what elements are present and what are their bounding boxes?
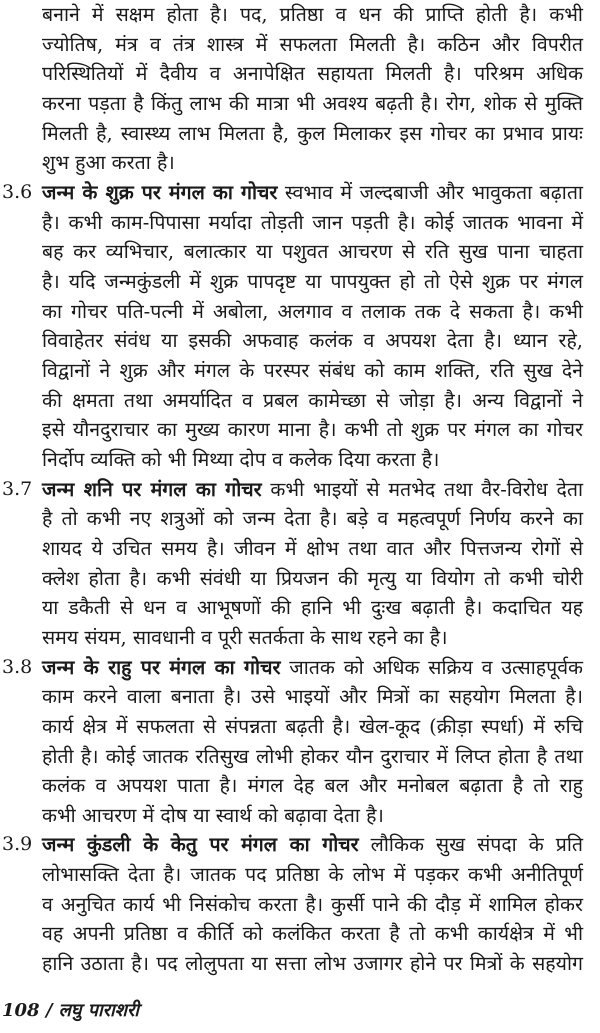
text-line <box>42 445 583 475</box>
text-line <box>42 326 583 356</box>
line-text: बनाने में सक्षम होता है। पद, प्रतिष्ठा व धन की प्राप्ति होती है। कभी <box>42 3 583 26</box>
section-heading: जन्म कुंडली के केतु पर मंगल का गोचर <box>42 833 359 857</box>
text-line <box>42 59 583 89</box>
line-text: बह कर व्यभिचार, बलात्कार या पशुवत आचरण से रति सुख पाना चाहता <box>42 240 583 264</box>
line-text: या डकैती से धन व आभूषणों की हानि भी दुःख बढ़ाती है। कदाचित यह <box>42 596 583 620</box>
text-line <box>42 386 583 416</box>
text-line <box>42 267 583 297</box>
line-text: है। यदि जन्मकुंडली में शुक्र पापदृष्ट या पापयुक्त हो तो ऐसे शुक्र पर मंगल <box>42 269 583 293</box>
section-heading: जन्म शनि पर मंगल का गोचर <box>42 477 262 501</box>
line-text: लोभासक्ति देता है। जातक पद प्रतिष्ठा के लोभ में पड़कर कभी अनीतिपूर्ण <box>42 863 583 887</box>
text-line <box>42 830 583 860</box>
line-text: क्लेश होता है। कभी संवंधी या प्रियजन की मृत्यु या वियोग तो कभी चोरी <box>42 566 583 590</box>
line-text: विद्वानों ने शुक्र और मंगल के परस्पर संबंध को काम शक्ति, रति सुख देने <box>42 358 583 382</box>
line-text: इसे यौनदुराचार का मुख्य कारण माना है। कभी तो शुक्र पर मंगल का गोचर <box>42 418 583 442</box>
text-line <box>42 890 583 920</box>
line-text: कभी भाइयों से मतभेद तथा वैर-विरोध देता <box>270 477 584 501</box>
line-text: कार्य क्षेत्र में सफलता से संपन्नता बढ़ती है। खेल-कूद (क्रीड़ा स्पर्धा) में रुचि <box>42 714 583 738</box>
text-line <box>42 653 583 683</box>
line-text: परिस्थितियों में दैवीय व अनापेक्षित सहायता मिलती है। परिश्रम अधिक <box>42 62 583 86</box>
text-line <box>42 860 583 890</box>
section-number: 3.8 <box>2 655 33 678</box>
text-line <box>42 237 583 267</box>
line-text: कलंक व अपयश पाता है। मंगल देह बल और मनोबल बढ़ाता है तो राहु <box>42 774 583 798</box>
line-text: स्वभाव में जल्दबाजी और भावुकता बढ़ाता <box>284 180 583 204</box>
line-text: होती है। कोई जातक रतिसुख लोभी होकर यौन दुराचार में लिप्त होता है तथा <box>42 744 583 768</box>
text-line <box>42 682 583 712</box>
section-number: 3.9 <box>2 833 33 856</box>
line-text: शुभ हुआ करता है। <box>42 151 175 175</box>
text-line <box>42 0 583 30</box>
text-line <box>42 949 583 979</box>
text-line <box>42 208 583 238</box>
line-text: करना पड़ता है किंतु लाभ की मात्रा भी अवश्य बढ़ती है। रोग, शोक से मुक्ति <box>42 91 583 115</box>
section-heading: जन्म के राहु पर मंगल का गोचर <box>42 655 281 679</box>
line-text: व अनुचित कार्य भी निसंकोच करता है। कुर्सी पाने की दौड़ में शामिल होकर <box>42 892 583 916</box>
text-line <box>42 504 583 534</box>
line-text: निर्दोप व्यक्ति को भी मिथ्या दोप व कलेक दिया करता है। <box>42 447 440 471</box>
text-line <box>42 356 583 386</box>
line-text: लौकिक सुख संपदा के प्रति <box>370 833 583 857</box>
line-text: ज्योतिष, मंत्र व तंत्र शास्त्र में सफलता मिलती है। कठिन और विपरीत <box>42 32 583 56</box>
text-line <box>42 297 583 327</box>
text-line <box>42 712 583 742</box>
line-text: का गोचर पति-पत्नी में अबोला, अलगाव व तलाक तक दे सकता है। कभी <box>42 299 583 323</box>
line-text: विवाहेतर संवंध या इसकी अफवाह कलंक व अपयश देता है। ध्यान रहे, <box>42 329 583 353</box>
text-line <box>42 564 583 594</box>
text-line <box>42 801 583 831</box>
text-line <box>42 593 583 623</box>
line-text: है तो कभी नए शत्रुओं को जन्म देता है। बड़े व महत्वपूर्ण निर्णय करने का <box>42 507 583 531</box>
text-line <box>42 148 583 178</box>
text-line <box>42 89 583 119</box>
section-number: 3.7 <box>2 477 33 500</box>
text-line <box>42 919 583 949</box>
section-heading: जन्म के शुक्र पर मंगल का गोचर <box>42 180 278 204</box>
text-line <box>42 119 583 149</box>
section-number: 3.6 <box>2 180 33 203</box>
text-line <box>42 742 583 772</box>
text-line <box>42 771 583 801</box>
line-text: समय संयम, सावधानी व पूरी सतर्कता के साथ रहने का है। <box>42 625 448 649</box>
line-text: जातक को अधिक सक्रिय व उत्साहपूर्वक <box>289 655 584 679</box>
line-text: वह अपनी प्रतिष्ठा व कीर्ति को कलंकित करता है तो कभी कार्यक्षेत्र में भी <box>42 922 583 946</box>
line-text: हानि उठाता है। पद लोलुपता या सत्ता लोभ उजागर होने पर मित्रों के सहयोग <box>42 952 583 976</box>
text-line <box>42 415 583 445</box>
text-line <box>42 623 583 653</box>
line-text: काम करने वाला बनाता है। उसे भाइयों और मित्रों का सहयोग मिलता है। <box>42 685 583 709</box>
text-line <box>42 30 583 60</box>
line-text: कभी आचरण में दोष या स्वार्थ को बढ़ावा देता है। <box>42 803 384 827</box>
text-line <box>42 178 583 208</box>
line-text: है। कभी काम-पिपासा मर्यादा तोड़ती जान पड़ती है। कोई जातक भावना में <box>42 210 583 234</box>
text-line <box>42 534 583 564</box>
line-text: की क्षमता तथा अमर्यादित व प्रबल कामेच्छा से जोड़ा है। अन्य विद्वानों ने <box>42 388 583 412</box>
line-text: शायद ये उचित समय है। जीवन में क्षोभ तथा वात और पित्तजन्य रोगों से <box>42 536 583 560</box>
line-text: मिलती है, स्वास्थ्य लाभ मिलता है, कुल मिलाकर इस गोचर का प्रभाव प्रायः <box>42 121 583 145</box>
text-line <box>42 475 583 505</box>
page-footer: 108 / लघु पाराशरी <box>2 1000 139 1021</box>
